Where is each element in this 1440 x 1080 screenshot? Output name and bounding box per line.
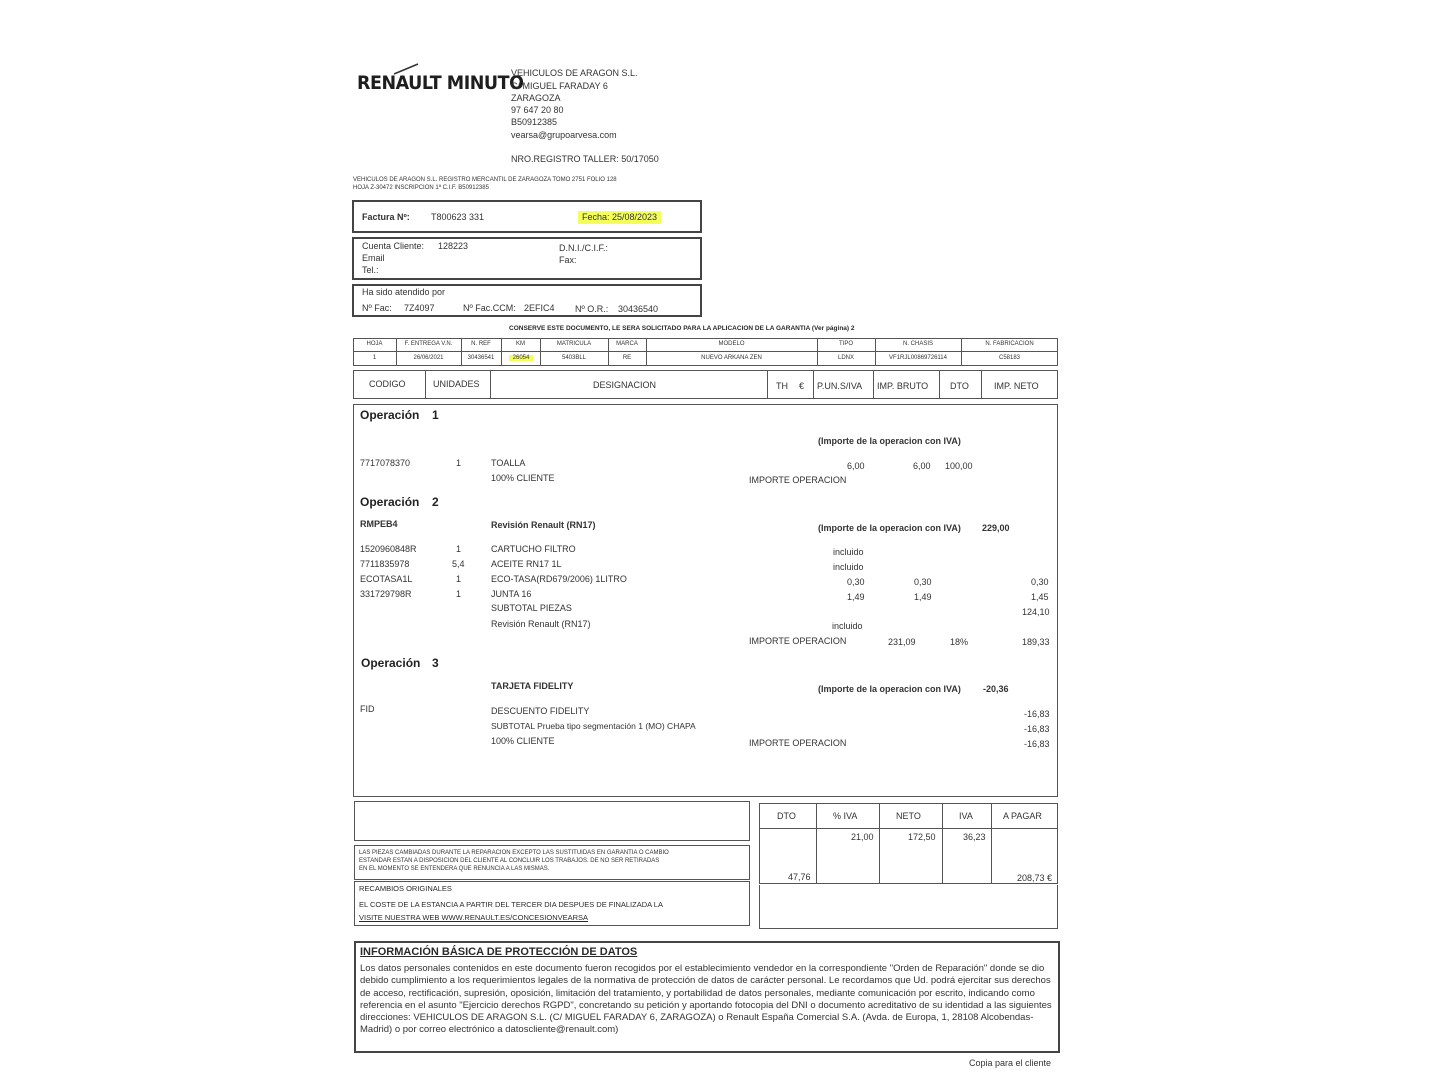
op2-subtotal-label: SUBTOTAL PIEZAS <box>491 603 572 613</box>
op1-line1-bruto: 6,00 <box>913 461 931 471</box>
op1-line1-dto: 100,00 <box>945 461 973 471</box>
totals-iva: 36,23 <box>963 832 986 842</box>
col-designacion: DESIGNACION <box>593 380 657 390</box>
operation-1-title: Operación <box>360 408 420 422</box>
col-unidades: UNIDADES <box>433 379 480 389</box>
privacy-body: Los datos personales contenidos en este documento fueron recogidos por el establecimiento vendedor en la correspondiente "Orden de Reparación" donde se dio debido cumplimiento a los requerimientos legales de la normativa de protección de datos de carácter personal. Le recordamos que Ud. podrá ejercitar sus derechos de acceso, rectificación, supresión, oposición, limitación del tratamiento, y portabilidad de datos personales, mediante comunicación por escrito, indicando como referencia en el asunto "Ejercicio derechos RGPD", concretando su petición y aportando fotocopia del DNI o documento acreditativo de su identidad a las siguientes direcciones: VEHICULOS DE ARAGON S.L. (C/ MIGUEL FARADAY 6, ZARAGOZA) o Renault España Comercial S.A. (Avda. de Europa, 1, 28108 Alcobendas-Madrid) o por correo electrónico a datoscliente@renault.com) <box>360 963 1052 1036</box>
col-th: TH <box>776 381 788 391</box>
logo-swoosh-icon <box>392 62 422 76</box>
vehicle-header-7: MODELO <box>718 341 745 347</box>
recambios-label: RECAMBIOS ORIGINALES <box>359 884 452 893</box>
registry-line-2: HOJA Z-30472 INSCRIPCION 1ª C.I.F. B50912385 <box>353 185 489 191</box>
factura-number: T800623 331 <box>431 212 485 222</box>
operation-1-number: 1 <box>432 408 439 422</box>
vehicle-header-9: N. CHASIS <box>902 341 933 347</box>
vehicle-value-5: 5403BLL <box>561 355 587 361</box>
op2-line4-code: 331729798R <box>360 589 412 599</box>
op2-line2-desc: ACEITE RN17 1L <box>491 559 562 569</box>
op3-line2-desc: SUBTOTAL Prueba tipo segmentación 1 (MO) CHAPA <box>491 721 696 731</box>
fax-label: Fax: <box>559 255 577 265</box>
op2-line1-units: 1 <box>456 544 462 554</box>
op3-line2-neto: -16,83 <box>1024 724 1050 734</box>
vehicle-header-3: N. REF <box>471 341 491 347</box>
operation-2-number: 2 <box>432 495 439 509</box>
op3-importe-value: -20,36 <box>983 684 1009 694</box>
op2-io-dto: 18% <box>950 637 969 647</box>
op2-line1-pun: incluido <box>833 547 864 557</box>
totals-dto: 47,76 <box>788 872 811 882</box>
nfacccm-value: 2EFIC4 <box>524 303 555 313</box>
op2-line4-desc: JUNTA 16 <box>491 589 532 599</box>
op3-importe-operacion: IMPORTE OPERACION <box>749 738 847 748</box>
vehicle-value-8: LDNX <box>837 355 854 361</box>
op2-line2-pun: incluido <box>833 562 864 572</box>
dealer-cif: B50912385 <box>511 117 558 127</box>
op2-line1-desc: CARTUCHO FILTRO <box>491 544 576 554</box>
dealer-email: vearsa@grupoarvesa.com <box>511 130 617 140</box>
renault-minuto-logo: RENAULT MINUTO <box>357 72 524 94</box>
vehicle-header-1: HOJA <box>366 341 383 347</box>
op1-importe-operacion: IMPORTE OPERACION <box>749 475 847 485</box>
op2-line3-units: 1 <box>456 574 462 584</box>
op2-io-neto: 189,33 <box>1022 637 1050 647</box>
op3-line1-neto: -16,83 <box>1024 709 1050 719</box>
cuenta-value: 128223 <box>438 241 469 251</box>
col-euro: € <box>799 381 805 391</box>
registro-taller: NRO.REGISTRO TALLER: 50/17050 <box>511 154 659 164</box>
factura-label: Factura Nº: <box>362 212 410 222</box>
op2-line3-pun: 0,30 <box>847 577 865 587</box>
totals-pagar: 208,73 € <box>1017 873 1053 883</box>
op3-line3-desc: 100% CLIENTE <box>491 736 555 746</box>
op2-importe-label: (Importe de la operacion con IVA) <box>818 523 961 533</box>
op2-line3-neto: 0,30 <box>1031 577 1049 587</box>
op1-line1-units: 1 <box>456 458 462 468</box>
op2-line1-code: 1520960848R <box>360 544 417 554</box>
op1-line1-code: 7717078370 <box>360 458 411 468</box>
tel-label: Tel.: <box>362 265 379 275</box>
dni-label: D.N.I./C.I.F.: <box>559 243 609 253</box>
op2-revision-label: Revisión Renault (RN17) <box>491 619 591 629</box>
estancia-note: EL COSTE DE LA ESTANCIA A PARTIR DEL TERCER DIA DESPUES DE FINALIZADA LA <box>359 900 663 909</box>
totals-header-iva-pct: % IVA <box>833 811 858 821</box>
op2-line4-bruto: 1,49 <box>914 592 932 602</box>
op3-line1-desc: DESCUENTO FIDELITY <box>491 706 590 716</box>
email-label: Email <box>362 253 385 263</box>
op2-line2-units: 5,4 <box>452 559 465 569</box>
totals-neto: 172,50 <box>908 832 936 842</box>
totals-iva-pct: 21,00 <box>851 832 874 842</box>
dealer-phone: 97 647 20 80 <box>511 105 564 115</box>
invoice-date: Fecha: 25/08/2023 <box>578 211 661 224</box>
cuenta-label: Cuenta Cliente: <box>362 241 425 251</box>
vehicle-value-2: 26/06/2021 <box>413 355 444 361</box>
vehicle-value-1: 1 <box>372 355 377 361</box>
nfacccm-label: Nº Fac.CCM: <box>463 303 516 313</box>
op2-line4-neto: 1,45 <box>1031 592 1049 602</box>
vehicle-value-4: 26054 <box>509 355 533 361</box>
registry-line-1: VEHICULOS DE ARAGON S.L. REGISTRO MERCANTIL DE ZARAGOZA TOMO 2751 FOLIO 128 <box>353 177 617 183</box>
totals-header-pagar: A PAGAR <box>1003 811 1042 821</box>
op1-line1-desc: TOALLA <box>491 458 526 468</box>
op3-line3-neto: -16,83 <box>1024 739 1050 749</box>
op2-line4-units: 1 <box>456 589 462 599</box>
col-imp-neto: IMP. NETO <box>994 381 1039 391</box>
op2-importe-value: 229,00 <box>982 523 1010 533</box>
op3-name: TARJETA FIDELITY <box>491 681 574 691</box>
vehicle-header-5: MATRICULA <box>556 341 592 347</box>
nfac-label: Nº Fac: <box>362 303 392 313</box>
vehicle-value-7: NUEVO ARKANA ZEN <box>701 355 762 361</box>
visite-web-link[interactable]: VISITE NUESTRA WEB WWW.RENAULT.ES/CONCESIONVEARSA <box>359 913 589 922</box>
op2-line3-code: ECOTASA1L <box>360 574 413 584</box>
copy-label: Copia para el cliente <box>969 1058 1052 1068</box>
conserve-notice: CONSERVE ESTE DOCUMENTO, LE SERA SOLICITADO PARA LA APLICACION DE LA GARANTIA (Ver página) 2 <box>509 325 855 332</box>
col-codigo: CODIGO <box>369 379 406 389</box>
op2-line3-bruto: 0,30 <box>914 577 932 587</box>
op2-line4-pun: 1,49 <box>847 592 865 602</box>
op2-line2-code: 7711835978 <box>360 559 410 569</box>
totals-header-iva: IVA <box>959 811 973 821</box>
col-imp-bruto: IMP. BRUTO <box>877 381 929 391</box>
vehicle-header-8: TIPO <box>838 341 853 347</box>
nfac-value: 7Z4097 <box>404 303 435 313</box>
piezas-note-line1: LAS PIEZAS CAMBIADAS DURANTE LA REPARACION EXCEPTO LAS SUSTITUIDAS EN GARANTIA O CAMBIO <box>359 850 669 856</box>
op2-code: RMPEB4 <box>360 519 398 529</box>
vehicle-value-10: C58183 <box>998 355 1021 361</box>
op3-importe-label: (Importe de la operacion con IVA) <box>818 684 961 694</box>
piezas-note-line2: ESTANDAR ESTAN A DISPOSICION DEL CLIENTE AL CONCLUIR LOS TRABAJOS. DE NO SER RETIRADAS <box>359 858 660 864</box>
operation-3-number: 3 <box>432 656 439 670</box>
dealer-address: C/ MIGUEL FARADAY 6 <box>511 81 608 91</box>
vehicle-value-9: VF1RJL00869726114 <box>889 355 947 361</box>
vehicle-header-10: N. FABRICACION <box>985 341 1034 347</box>
nor-label: Nº O.R.: <box>575 304 609 314</box>
col-dto: DTO <box>950 381 969 391</box>
operation-3-title: Operación <box>361 656 421 670</box>
totals-header-dto: DTO <box>777 811 796 821</box>
blank-note-box <box>354 801 750 841</box>
privacy-title: INFORMACIÓN BÁSICA DE PROTECCIÓN DE DATOS <box>360 946 638 958</box>
op2-importe-operacion: IMPORTE OPERACION <box>749 636 847 646</box>
totals-lower-box <box>759 885 1058 929</box>
vehicle-value-6: RE <box>622 355 632 361</box>
op1-line1-pun: 6,00 <box>847 461 865 471</box>
op3-code: FID <box>360 704 375 714</box>
nor-value: 30436540 <box>618 304 659 314</box>
op1-line2-desc: 100% CLIENTE <box>491 473 555 483</box>
op2-io-bruto: 231,09 <box>888 637 916 647</box>
vehicle-header-6: MARCA <box>616 341 638 347</box>
attended-label: Ha sido atendido por <box>362 287 446 297</box>
op2-revision-pun: incluido <box>832 621 863 631</box>
op2-name: Revisión Renault (RN17) <box>491 520 596 530</box>
dealer-city: ZARAGOZA <box>511 93 561 103</box>
dealer-name: VEHICULOS DE ARAGON S.L. <box>511 68 638 78</box>
op2-line3-desc: ECO-TASA(RD679/2006) 1LITRO <box>491 574 627 584</box>
piezas-note-line3: EN EL MOMENTO SE ENTENDERA QUE RENUNCIA A LAS MISMAS. <box>359 866 550 872</box>
col-pun-siva: P.UN.S/IVA <box>817 381 863 391</box>
vehicle-value-3: 30436541 <box>467 355 495 361</box>
vehicle-header-2: F. ENTREGA V.N. <box>404 341 453 347</box>
operation-2-title: Operación <box>360 495 420 509</box>
totals-header-neto: NETO <box>896 811 921 821</box>
vehicle-header-4: KM <box>516 341 525 347</box>
op2-subtotal-value: 124,10 <box>1022 607 1050 617</box>
op1-importe-label: (Importe de la operacion con IVA) <box>818 436 961 446</box>
